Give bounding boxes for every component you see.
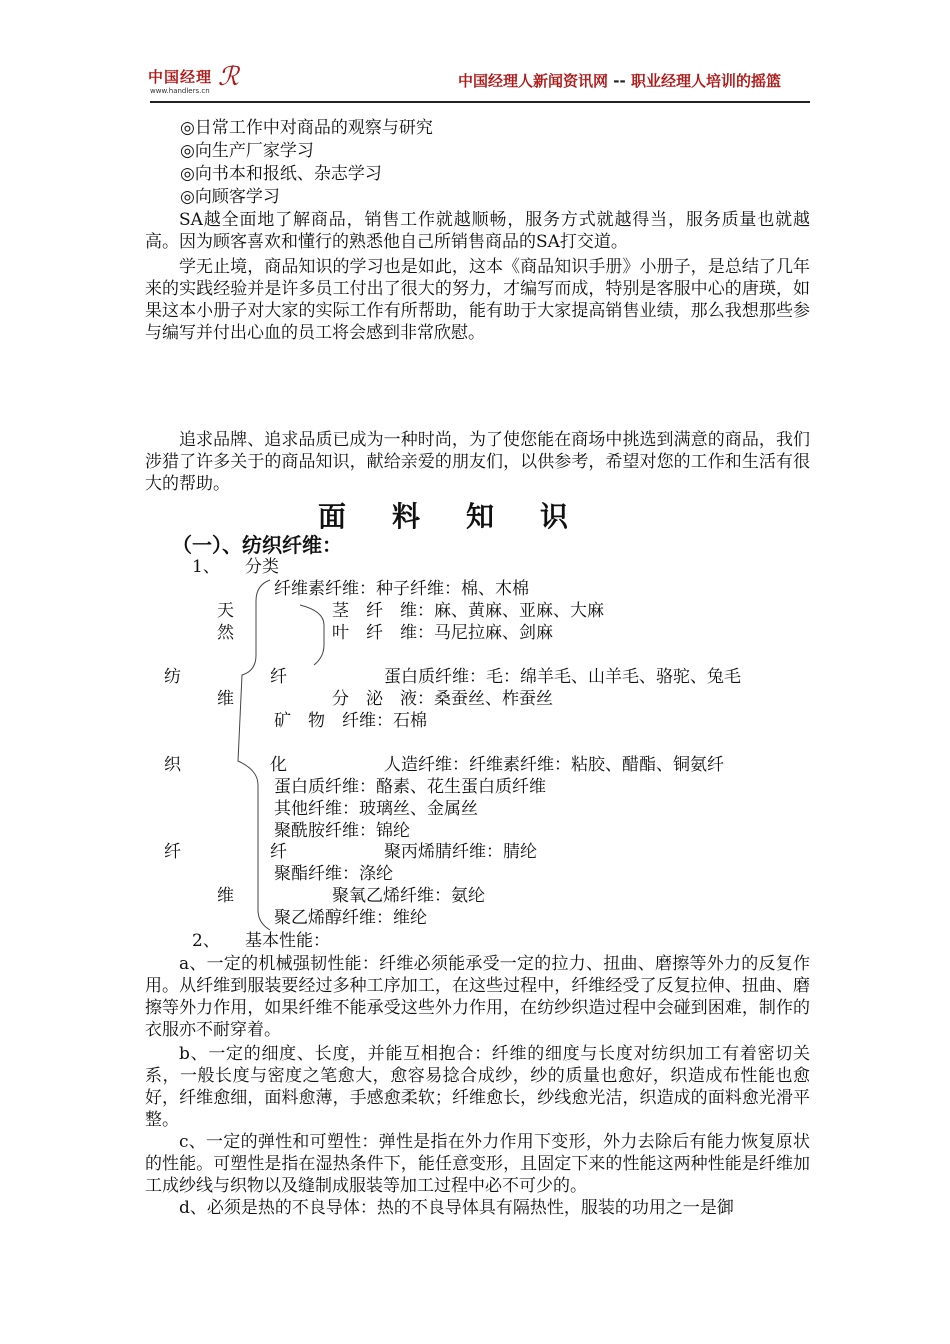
tree-branch-char: 维 (217, 886, 234, 906)
paragraph: 追求品牌、追求品质已成为一种时尚，为了使您能在商场中挑选到满意的商品，我们涉猎了许多关于的商品知识，献给亲爱的朋友们，以供参考，希望对您的工作和生活有很大的帮助。 (145, 430, 810, 494)
tree-branch-char: 纤 (270, 667, 287, 687)
bullet-item: ◎向顾客学习 (180, 187, 280, 207)
header-divider (150, 101, 810, 103)
logo-mark-icon: ℛ (218, 62, 239, 92)
header-site-title (458, 70, 781, 91)
bullet-item: ◎日常工作中对商品的观察与研究 (180, 118, 433, 138)
logo-url: www.handlers.cn (150, 87, 210, 95)
bullet-item: ◎向生产厂家学习 (180, 141, 314, 161)
tree-line: 聚乙烯醇纤维：维纶 (274, 908, 427, 928)
subsection-number: 1、 (192, 557, 220, 577)
tree-line: 蛋白质纤维：毛：绵羊毛、山羊毛、骆驼、兔毛 (384, 667, 741, 687)
tree-branch-char: 然 (217, 623, 234, 643)
tree-line: 蛋白质纤维：酪素、花生蛋白质纤维 (274, 777, 546, 797)
property-paragraph: c、一定的弹性和可塑性：弹性是指在外力作用下变形，外力去除后有能力恢复原状的性能。可塑性是指在湿热条件下，能任意变形，且固定下来的性能这两种性能是纤维加工成纱线与织物以及缝制成服装等加工过程中必不可少的。 (145, 1132, 810, 1196)
tree-line: 聚氧乙烯纤维：氨纶 (332, 886, 485, 906)
paragraph: 学无止境，商品知识的学习也是如此，这本《商品知识手册》小册子，是总结了几年来的实践经验并是许多员工付出了很大的努力，才编写而成，特别是客服中心的唐瑛，如果这本小册子对大家的实际工作有所帮助，能有助于大家提高销售业绩，那么我想那些参与编写并付出心血的员工将会感到非常欣慰。 (145, 257, 810, 343)
tree-branch-char: 纤 (270, 842, 287, 862)
tree-root-char: 织 (164, 755, 181, 775)
tree-branch-char: 化 (270, 755, 287, 775)
tree-line: 叶 纤 维：马尼拉麻、剑麻 (332, 623, 553, 643)
subsection-label: 基本性能： (245, 931, 330, 951)
property-paragraph: b、一定的细度、长度，并能互相抱合：纤维的细度与长度对纺织加工有着密切关系，一般长度与密度之笔愈大，愈容易捻合成纱，纱的质量也愈好，织造成布性能也愈好，纤维愈细，面料愈薄，手感愈柔软；纤维愈长，纱线愈光洁，织造成的面料愈光滑平整。 (145, 1044, 810, 1130)
tree-line: 分 泌 液：桑蚕丝、柞蚕丝 (332, 689, 553, 709)
tree-line: 其他纤维：玻璃丝、金属丝 (274, 799, 478, 819)
subsection-number: 2、 (192, 931, 220, 951)
page-title: 面料知识 (318, 500, 615, 533)
property-paragraph: a、一定的机械强韧性能：纤维必须能承受一定的拉力、扭曲、磨擦等外力的反复作用。从纤维到服装要经过多种工序加工，在这些过程中，纤维经受了反复拉伸、扭曲、磨擦等外力作用，如果纤维不能承受这些外力作用，在纺纱织造过程中会碰到困难，制作的衣服亦不耐穿着。 (145, 954, 810, 1040)
tree-line: 茎 纤 维：麻、黄麻、亚麻、大麻 (332, 601, 604, 621)
tree-line: 人造纤维：纤维素纤维：粘胶、醋酯、铜氨纤 (384, 755, 724, 775)
tree-branch-char: 天 (217, 601, 234, 621)
tree-root-char: 纺 (164, 667, 181, 687)
header-separator: -- (613, 72, 626, 90)
bullet-item: ◎向书本和报纸、杂志学习 (180, 164, 382, 184)
logo-text: 中国经理 (148, 68, 213, 86)
site-name: 中国经理人新闻资讯网 (458, 72, 609, 90)
tree-line: 聚丙烯腈纤维：腈纶 (384, 842, 537, 862)
property-paragraph: d、必须是热的不良导体：热的不良导体具有隔热性，服装的功用之一是御 (179, 1198, 734, 1218)
tree-branch-char: 维 (217, 689, 234, 709)
tree-root-char: 纤 (164, 842, 181, 862)
tree-line: 纤维素纤维：种子纤维：棉、木棉 (274, 579, 529, 599)
tree-line: 聚酰胺纤维：锦纶 (274, 821, 410, 841)
tree-line: 聚酯纤维：涤纶 (274, 864, 393, 884)
paragraph: SA越全面地了解商品，销售工作就越顺畅，服务方式就越得当，服务质量也就越高。因为顾客喜欢和懂行的熟悉他自己所销售商品的SA打交道。 (145, 210, 810, 252)
section-heading: （一）、纺织纤维： (172, 533, 342, 557)
site-slogan: 职业经理人培训的摇篮 (630, 72, 781, 90)
subsection-label: 分类 (245, 557, 279, 577)
tree-line: 矿 物 纤维：石棉 (274, 711, 427, 731)
